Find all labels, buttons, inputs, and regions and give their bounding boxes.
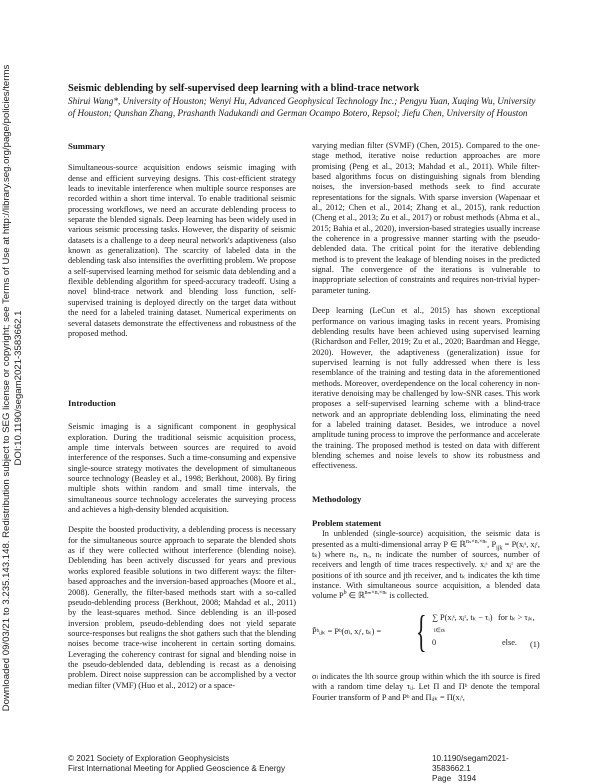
page-label: Page — [432, 774, 452, 783]
problem-text-b: , P — [487, 539, 497, 549]
author-list: Shirui Wang*, University of Houston; Wenyi Hu, Advanced Geophysical Technology Inc.; Pengyu Yuan, Xuqing Wu, University of Houston; Qunshan Zhang, Prashanth Nadukandi and German Ocampo Botero, Repsol; Jiefu Chen, University of Houston — [68, 96, 536, 118]
summary-section — [68, 141, 296, 339]
intro-continued-paragraph: varying median filter (SVMF) (Chen, 2015). Compared to the one-stage method, iterative noise reduction approaches are more promising (Peng et al., 2013; Mahdad et al., 2011). While filter-based algorithms focus on distinguishing signals from blending noises, the inversion-based methods seek to find accurate representations for the signals. With sparse inversion (Wapenaar et al., 2012; Chen et al., 2014; Zhang et al., 2015), rank reduction (Cheng et al., 2013; Zu et al., 2017) or robust methods (Abma et al., 2015; Bahia et al., 2020), inversion-based strategies usually increase the coherence in a progressive manner starting with the pseudo-deblended data. The critical point for the iterative deblending method is to prevent the leakage of blending noises in the predicted signal. The convergence of the iterations is vulnerable to inappropriate selection of constraints and requires non-trivial hyper-parameter tuning. — [312, 141, 540, 295]
introduction-section — [68, 398, 296, 691]
watermark-doi: DOI:10.1190/segam2021-3583662.1 — [13, 310, 24, 466]
summary-text: Simultaneous-source acquisition endows seismic imaging with dense and efficient surveying designs. This cost-efficient strategy leads to inevitable interference when multiple source responses are recorded within a short time interval. To enable traditional seismic processing workflows, we need an accurate deblending process to separate the blended signals. Deep learning has been widely used in various seismic processing tasks. However, the disparity of seismic datasets is a challenge to a deep neural network's adaptiveness (also known as generalization). The scarcity of labeled data in the deblending task also intensifies the overfitting problem. We propose a self-supervised learning method for seismic data deblending and a flexible deblending algorithm for speed-accuracy tradeoff. Using a novel blind-trace network and blending loss function, self-supervised training is deployed directly on the target data without the need for a labeled training dataset. Numerical experiments on several datasets demonstrate the effectiveness and robustness of the proposed method. — [68, 163, 296, 338]
download-watermark — [0, 0, 26, 776]
equation-sum-index: i∈σₗ — [434, 627, 446, 634]
problem-sub-ijk: ijk — [496, 545, 503, 552]
footer-doi: 10.1190/segam2021-3583662.1 — [432, 754, 509, 773]
footer-right — [432, 754, 540, 784]
problem-text-f: is collected. — [387, 591, 429, 601]
copyright-notice: © 2021 Society of Exploration Geophysicists — [68, 754, 230, 763]
sigma-text: σₗ indicates the lth source group within which the ith source is fired with a random time delay τᵢⱼ. Let Π and Πᵇ denote the temporal Fourier transform of P and Pᵇ and Πᵢⱼₖ = Π(xᵢˢ, — [312, 672, 540, 702]
problem-statement-paragraph — [312, 529, 540, 601]
problem-text-d: = P(xᵢˢ, xⱼʳ, tₖ) where nₛ, nᵣ, nₜ indicate the number of sources, number of receivers and length of time traces respectively. xᵢˢ and xⱼʳ are the positions of ith source and jth receiver, and tₖ indicates the kth time instance. With simultaneous source acquisition, a blended data volume P — [312, 539, 540, 601]
footer-left — [68, 754, 285, 774]
problem-statement-heading: Problem statement — [312, 518, 382, 528]
equation-case-2: 0 — [432, 638, 437, 647]
equation-number: (1) — [530, 640, 540, 649]
equation-sum: ∑ P(xᵢˢ, xⱼʳ, tₖ − τᵢ) — [432, 613, 493, 622]
introduction-paragraph-1: Seismic imaging is a significant component in geophysical exploration. During the traditional seismic acquisition process, ample time intervals between sources are required to avoid interference of the responses. Such a time-consuming and expensive single-source strategy motivates the development of simultaneous source technology (Beasley et al., 1998; Berkhout, 2008). By firing multiple shots within random and small time intervals, the simultaneous source technology accelerates the surveying process and achieves a high-density blended acquisition. — [68, 422, 296, 515]
problem-sup-2: b — [343, 590, 347, 597]
summary-heading: Summary — [68, 141, 106, 151]
equation-brace: { — [416, 607, 427, 656]
problem-sup-3: nₘ×nᵣ×nₜ — [364, 590, 388, 597]
problem-sup-1: nₛ×nᵣ×nₜ — [466, 538, 488, 545]
introduction-paragraph-2: Despite the boosted productivity, a deblending process is necessary for the simultaneous source approach to separate the blended shots as if they were collected without interference (blending noise). Deblending has been actively discussed for years and previous works explored feasible solutions in two different ways: the filter-based approaches and the inversion-based approaches (Moore et al., 2008). Generally, the filter-based methods start with a so-called pseudo-deblending process (Berkhout, 2008; Mahdad et al., 2011) by the least-squares method. Since deblending is an ill-posed inversion problem, pseudo-deblending does not yield separate source-responses but realigns the shot gathers such that the blending noises become trace-wise incoherent in certain sorting domains. Leveraging the coherency contrast for signal and blending noise in the pseudo-deblended data, deblending is recast as a denoising problem. Direct noise suppression can be accomplished by a vector median filter (VMF) (Huo et al., 2012) or a space- — [68, 525, 296, 690]
right-column-text — [312, 141, 540, 602]
equation-case-1 — [432, 612, 493, 634]
equation-case-2-condition: else. — [502, 638, 517, 647]
sigma-paragraph — [312, 672, 540, 703]
equation-1 — [312, 607, 540, 658]
paper-title: Seismic deblending by self-supervised deep learning with a blind-trace network — [68, 83, 420, 94]
deep-learning-paragraph: Deep learning (LeCun et al., 2015) has shown exceptional performance on various imaging tasks in recent years. Promising deblending results have been achieved using supervised learning (Richardson and Feller, 2019; Zu et al., 2020; Baardman and Hegge, 2020). However, the adaptiveness (generalization) issue for supervised learning is not fully addressed when there is less resemblance of the training and testing data in the aforementioned methods. Moreover, overdependence on the local coherency in non-iterative denoising may be challenged by low-SNR cases. This work proposes a self-supervised learning scheme with a blind-trace network and an appropriate deblending loss, eliminating the need for a labeled training dataset. Besides, we introduce a novel amplitude tuning process to improve the performance and accelerate the training. The proposed method is tested on data with different blending schemes and noise levels to show its robustness and effectiveness. — [312, 306, 540, 471]
problem-text-e: ∈ ℝ — [346, 591, 365, 601]
equation-case-1-condition: for tₖ > τᵢₖ, — [498, 613, 535, 622]
meeting-name: First International Meeting for Applied Geoscience & Energy — [68, 764, 286, 773]
equation-lhs: P̃ᵇᵢⱼₖ = Pᵇ(σₗ, xⱼʳ, tₖ) = — [312, 627, 382, 636]
methodology-heading: Methodology — [312, 493, 362, 504]
watermark-line-1: Downloaded 09/03/21 to 3.235.143.148. Redistribution subject to SEG license or copyright; see Terms of Use at http://library.seg.org/page/policies/terms — [1, 64, 12, 712]
problem-text-a: In unblended (single-source) acquisition, the seismic data is presented as a multi-dimensional array P ∈ ℝ — [312, 529, 540, 549]
introduction-heading: Introduction — [68, 398, 116, 408]
page-number: 3194 — [457, 774, 477, 783]
